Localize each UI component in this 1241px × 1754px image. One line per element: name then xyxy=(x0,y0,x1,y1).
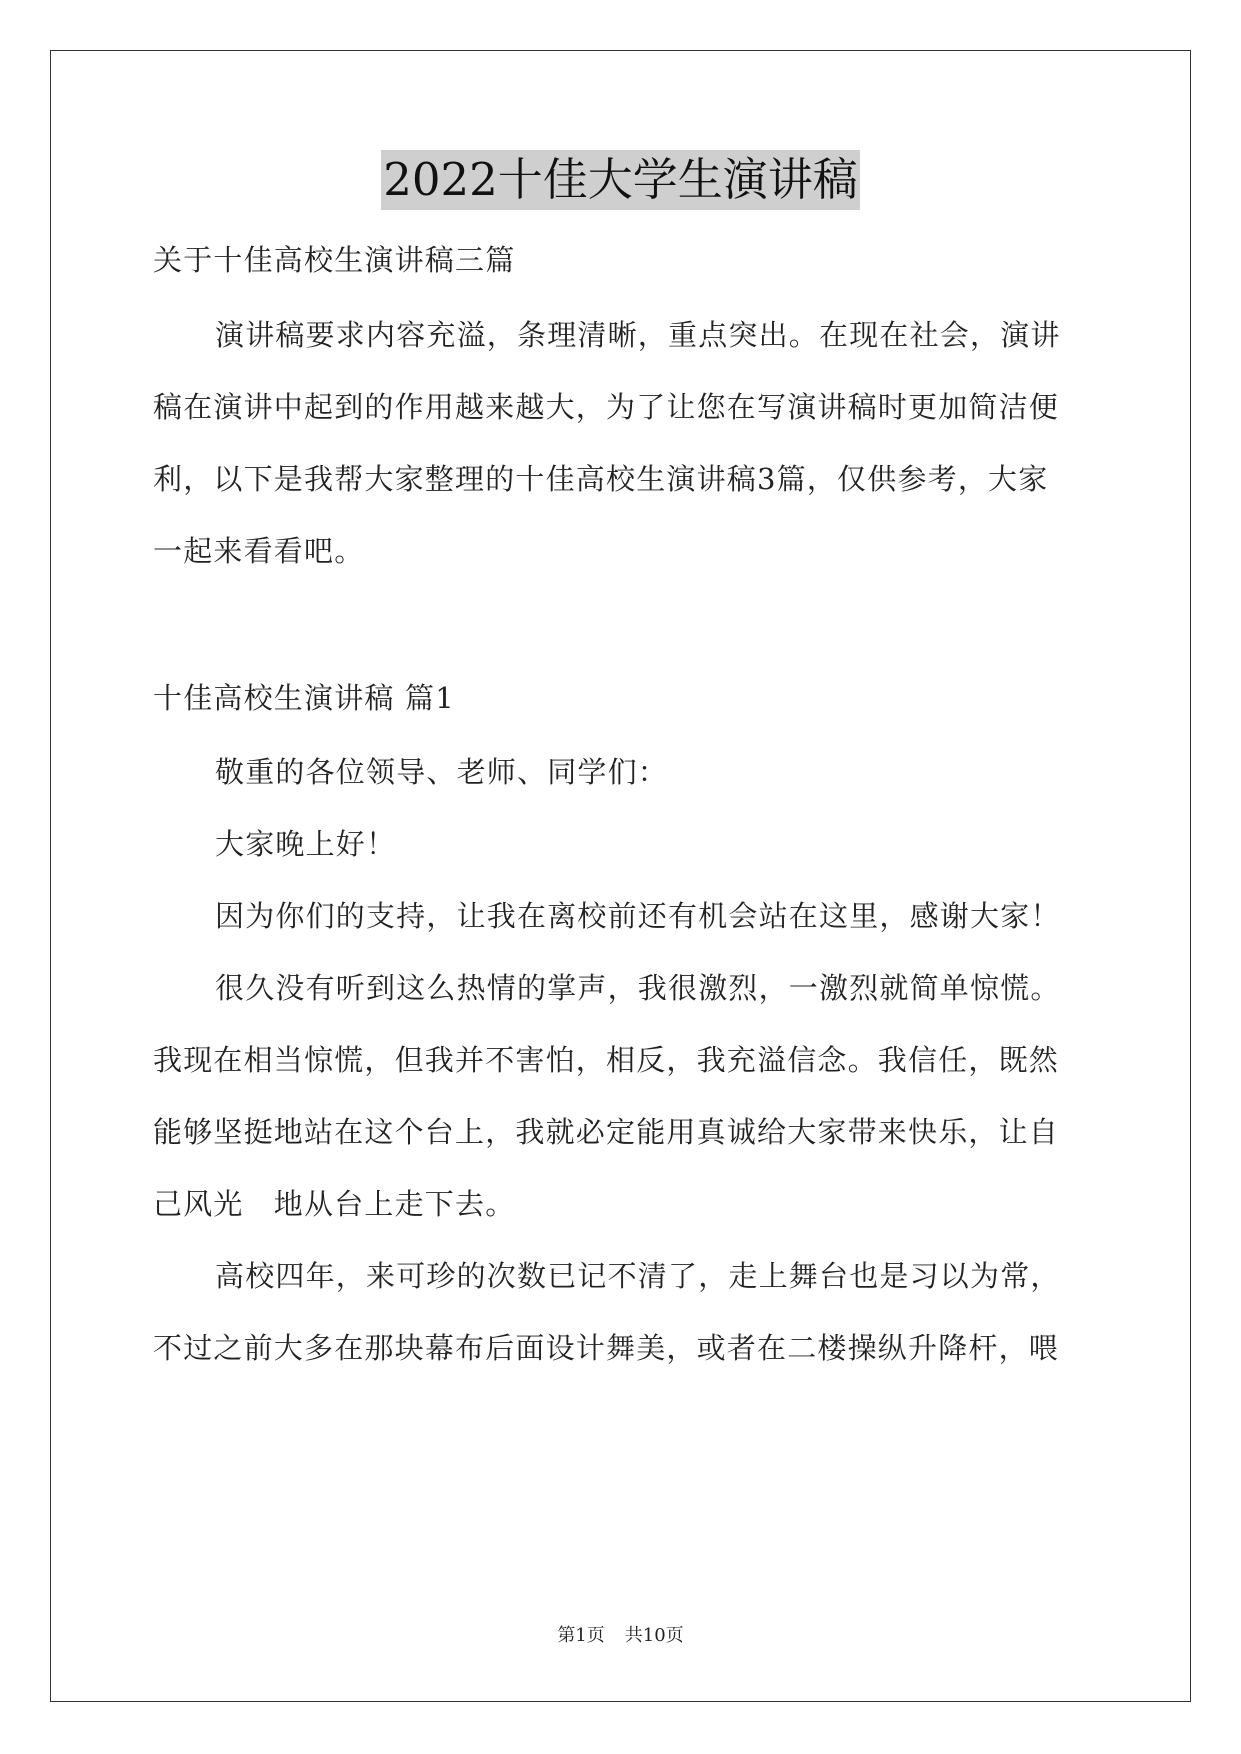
evening-greeting-line: 大家晚上好！ xyxy=(215,827,397,861)
body-paragraph-2-line-3: 能够坚挺地站在这个台上，我就必定能用真诚给大家带来快乐，让自 xyxy=(153,1115,1060,1149)
body-paragraph-3-line-2: 不过之前大多在那块幕布后面设计舞美，或者在二楼操纵升降杆，喂 xyxy=(153,1331,1060,1365)
body-paragraph-2-line-4: 己风光 地从台上走下去。 xyxy=(153,1187,516,1221)
intro-line-3: 利，以下是我帮大家整理的十佳高校生演讲稿3篇，仅供参考，大家 xyxy=(153,462,1049,496)
subtitle-line: 关于十佳高校生演讲稿三篇 xyxy=(153,243,516,277)
greeting-line: 敬重的各位领导、老师、同学们： xyxy=(215,755,669,789)
body-paragraph-2-line-1: 很久没有听到这么热情的掌声，我很激烈，一激烈就简单惊慌。 xyxy=(215,971,1061,1005)
body-paragraph-2-line-2: 我现在相当惊慌，但我并不害怕，相反，我充溢信念。我信任，既然 xyxy=(153,1043,1060,1077)
page-number: 第1页 xyxy=(557,1625,605,1646)
page-border xyxy=(50,50,1191,1702)
intro-line-2: 稿在演讲中起到的作用越来越大，为了让您在写演讲稿时更加简洁便 xyxy=(153,390,1060,424)
document-title: 2022十佳大学生演讲稿 xyxy=(381,150,860,210)
title-container xyxy=(0,150,1241,210)
page-total: 共10页 xyxy=(624,1625,684,1646)
intro-line-1: 演讲稿要求内容充溢，条理清晰，重点突出。在现在社会，演讲 xyxy=(215,318,1061,352)
body-paragraph-1: 因为你们的支持，让我在离校前还有机会站在这里，感谢大家！ xyxy=(215,899,1061,933)
section-heading: 十佳高校生演讲稿 篇1 xyxy=(153,681,455,715)
body-paragraph-3-line-1: 高校四年，来可珍的次数已记不清了，走上舞台也是习以为常， xyxy=(215,1259,1061,1293)
intro-line-4: 一起来看看吧。 xyxy=(153,534,365,568)
page-footer xyxy=(0,1624,1241,1648)
